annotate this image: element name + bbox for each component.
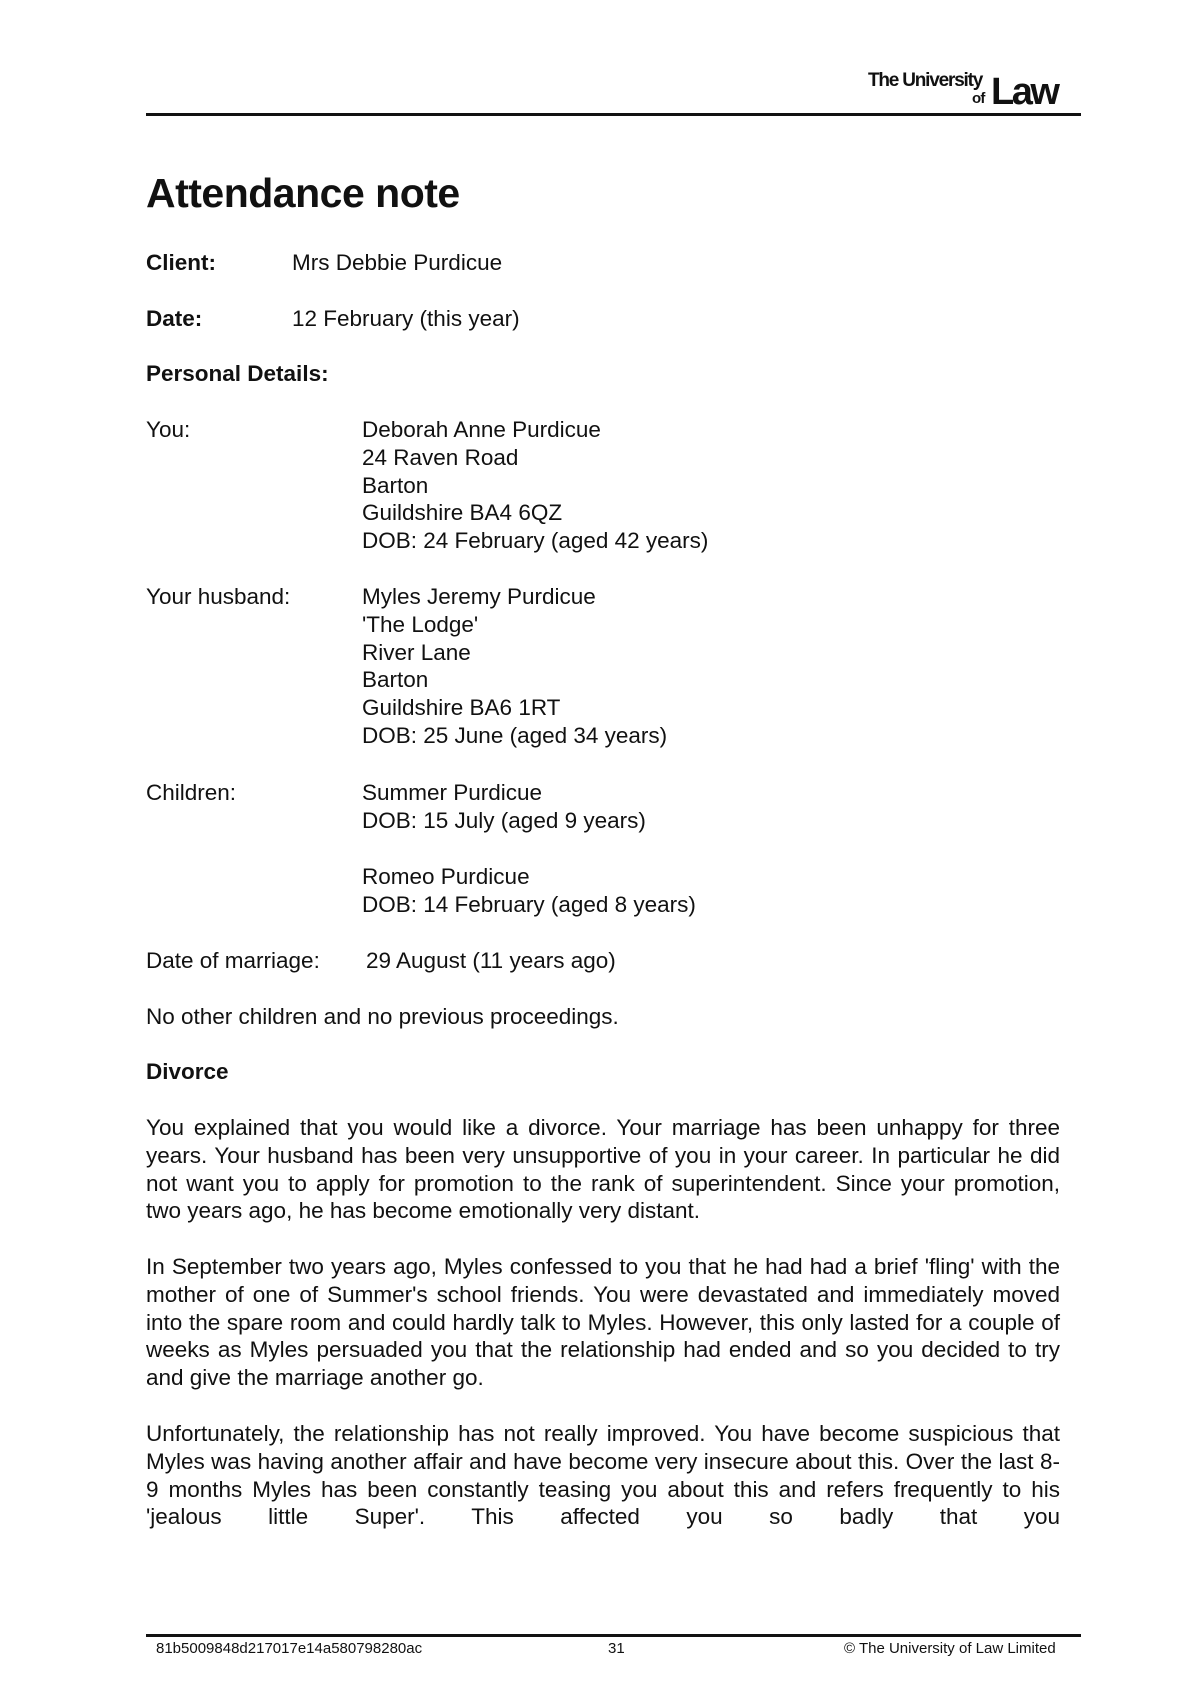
you-label: You:	[146, 417, 191, 442]
you-line: Deborah Anne Purdicue	[362, 417, 601, 442]
logo-line-1: The University	[868, 70, 983, 91]
date-label: Date:	[146, 306, 203, 331]
divorce-heading: Divorce	[146, 1059, 229, 1084]
page-title: Attendance note	[146, 170, 460, 216]
child-1-details	[362, 779, 646, 835]
husband-line: 'The Lodge'	[362, 611, 479, 637]
personal-details-heading: Personal Details:	[146, 361, 329, 386]
logo-line-3: Law	[991, 71, 1058, 113]
university-logo	[868, 68, 1074, 112]
paragraph: You explained that you would like a divorce. Your marriage has been unhappy for three years. Your husband has been very unsupportive of you in your career. In particular he did not want you to apply for promotion to the rank of superintendent. Since your promotion, two years ago, he has become emotionally very distant.	[146, 1115, 1060, 1224]
marriage-value: 29 August (11 years ago)	[366, 948, 616, 973]
date-value: 12 February (this year)	[292, 306, 520, 331]
husband-line: Guildshire BA6 1RT	[362, 695, 561, 721]
header-divider	[146, 113, 1081, 116]
you-line: DOB: 24 February (aged 42 years)	[362, 528, 709, 554]
client-label: Client:	[146, 250, 216, 275]
husband-line: DOB: 25 June (aged 34 years)	[362, 722, 668, 748]
child-line: Romeo Purdicue	[362, 864, 530, 889]
child-2-details	[362, 863, 696, 919]
child-line: Summer Purdicue	[362, 780, 543, 805]
marriage-label: Date of marriage:	[146, 948, 320, 973]
footer-page-number: 31	[608, 1640, 625, 1657]
child-line: DOB: 15 July (aged 9 years)	[362, 807, 646, 833]
footer-document-id: 81b5009848d217017e14a580798280ac	[156, 1640, 423, 1657]
husband-label: Your husband:	[146, 584, 291, 609]
you-line: Guildshire BA4 6QZ	[362, 500, 563, 526]
paragraph: In September two years ago, Myles confessed to you that he had had a brief 'fling' with the mother of one of Summer's school friends. You were devastated and immediately moved into the spare room and could hardly talk to Myles. However, this only lasted for a couple of weeks as Myles persuaded you that the relationship had ended and so you decided to try and give the marriage another go.	[146, 1254, 1060, 1391]
children-label: Children:	[146, 780, 237, 805]
husband-line: Barton	[362, 667, 429, 693]
client-value: Mrs Debbie Purdicue	[292, 250, 503, 275]
you-details	[362, 416, 708, 555]
you-line: Barton	[362, 472, 429, 498]
footer-copyright: © The University of Law Limited	[844, 1640, 1056, 1657]
husband-line: River Lane	[362, 639, 471, 665]
you-line: 24 Raven Road	[362, 444, 519, 470]
no-other-children-note: No other children and no previous proceedings.	[146, 1004, 619, 1029]
footer-divider	[146, 1634, 1081, 1637]
paragraph: Unfortunately, the relationship has not really improved. You have become suspicious that Myles was having another affair and have become very insecure about this. Over the last 8-9 months Myles has been constantly teasing you about this and refers frequently to his 'jealous little Super'. This affected you so badly that you	[146, 1421, 1060, 1530]
child-line: DOB: 14 February (aged 8 years)	[362, 891, 696, 917]
husband-line: Myles Jeremy Purdicue	[362, 584, 596, 609]
logo-line-2: of	[972, 90, 985, 107]
husband-details	[362, 583, 667, 750]
